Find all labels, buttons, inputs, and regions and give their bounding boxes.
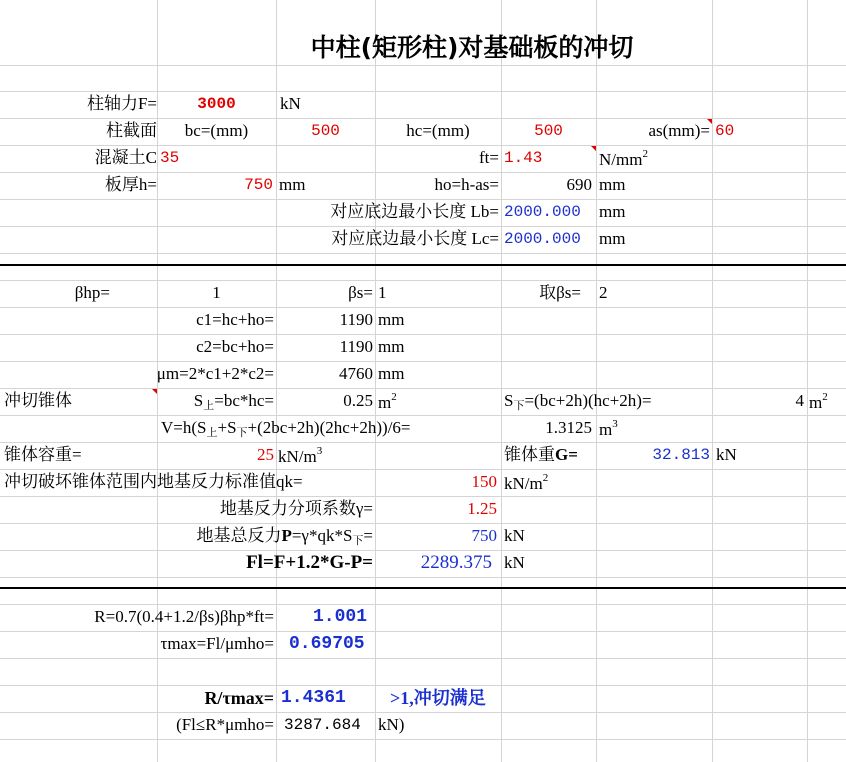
grid-row-line [0,496,846,497]
hc-input[interactable]: 500 [534,122,563,140]
ratio-value: 1.4361 [281,688,346,708]
volume-unit: $m^3$ [599,418,618,439]
grid-row-line [0,604,846,605]
concrete-grade-input[interactable]: 35 [160,149,180,167]
grid-row-line [0,685,846,686]
grid-column-line [501,0,502,762]
slab-thickness-input[interactable]: 750 [244,176,273,194]
grid-row-line [0,658,846,659]
axial-force-unit: kN [280,94,301,113]
column-section-label: 柱截面 [106,121,157,140]
s-bottom-unit: $m^2$ [809,391,828,412]
slab-thickness-label: 板厚h= [104,175,157,194]
grid-row-line [0,199,846,200]
axial-force-input[interactable]: 3000 [197,95,236,113]
fl-label: Fl=F+1.2*G-P= [246,552,373,573]
as-label: as(mm)= [648,121,710,140]
grid-row-line [0,388,846,389]
lc-unit: mm [599,229,626,248]
check-label: (Fl≤R*μmho= [176,715,274,734]
fl-value: 2289.375 [420,552,492,573]
total-reaction-unit: kN [504,526,525,545]
grid-row-line [0,226,846,227]
grid-row-line [0,361,846,362]
bhp-label: βhp= [74,283,110,302]
concrete-label: 混凝土C [94,148,157,167]
grid-row-line [0,523,846,524]
grid-column-line [596,0,597,762]
r-value: 1.001 [313,607,368,627]
c2-value: 1190 [339,337,373,356]
lb-label: 对应底边最小长度 Lb= [330,202,499,221]
grid-row-line [0,577,846,578]
ho-label: ho=h-as= [434,175,499,194]
density-label: 锥体容重= [4,445,82,464]
ft-value[interactable]: 1.43 [504,149,543,167]
r-label: R=0.7(0.4+1.2/βs)βhp*ft= [94,607,274,626]
lc-label: 对应底边最小长度 Lc= [331,229,499,248]
volume-label: V=h(S上+S下+(2bc+2h)(2hc+2h))/6= [161,418,411,439]
grid-row-line [0,550,846,551]
um-value: 4760 [339,364,373,383]
cone-label: 冲切锥体 [4,391,72,410]
cone-weight-label: 锥体重G= [504,445,578,464]
qk-label: 冲切破坏锥体范围内地基反力标准值qk= [4,472,303,491]
grid-column-line [712,0,713,762]
cone-weight-unit: kN [716,445,737,464]
um-unit: mm [378,364,405,383]
axial-force-label: 柱轴力F= [86,94,157,113]
tau-label: τmax=Fl/μmho= [160,634,274,653]
fl-unit: kN [504,553,525,572]
c2-unit: mm [378,337,405,356]
c1-label: c1=hc+ho= [196,310,274,329]
um-label: μm=2*c1+2*c2= [156,364,274,383]
grid-row-line [0,631,846,632]
check-unit: kN) [378,715,405,734]
grid-row-line [0,712,846,713]
tau-value: 0.69705 [289,634,365,654]
s-top-unit: $m^2$ [378,391,397,412]
density-unit: $kN/m^3$ [278,445,323,466]
s-bottom-value: 4 [795,391,804,410]
comment-marker-icon [591,146,596,151]
grid-row-line [0,307,846,308]
bs-label: βs= [348,283,373,302]
grid-row-line [0,91,846,92]
ft-label: ft= [479,148,499,167]
s-top-value: 0.25 [343,391,373,410]
grid-row-line [0,469,846,470]
hc-label: hc=(mm) [406,121,470,140]
grid-row-line [0,334,846,335]
ratio-label: R/τmax= [204,688,274,708]
qk-unit: $kN/m^2$ [504,472,549,493]
grid-column-line [807,0,808,762]
ratio-conclusion: >1,冲切满足 [390,688,486,708]
check-value: 3287.684 [284,716,361,734]
gamma-label: 地基反力分项系数γ= [219,499,373,518]
take-bs-value: 2 [599,283,608,302]
lb-unit: mm [599,202,626,221]
bc-label: bc=(mm) [184,121,249,140]
lc-value: 2000.000 [504,230,581,248]
bhp-value: 1 [212,283,221,302]
page-title: 中柱(矩形柱)对基础板的冲切 [310,33,634,62]
s-top-label: S上=bc*hc= [193,391,274,412]
bs-value: 1 [378,283,387,302]
gamma-input[interactable]: 1.25 [467,499,497,518]
qk-input[interactable]: 150 [471,472,497,491]
ho-unit: mm [599,175,626,194]
grid-row-line [0,253,846,254]
total-reaction-label: 地基总反力P=γ*qk*S下= [196,526,373,547]
density-input[interactable]: 25 [257,445,274,464]
s-bottom-label: S下=(bc+2h)(hc+2h)= [504,391,652,412]
volume-value: 1.3125 [545,418,592,437]
c1-value: 1190 [339,310,373,329]
section-divider [0,587,846,589]
lb-value: 2000.000 [504,203,581,221]
grid-column-line [375,0,376,762]
cone-weight-value: 32.813 [652,446,710,464]
section-divider [0,264,846,266]
c1-unit: mm [378,310,405,329]
as-input[interactable]: 60 [715,122,735,140]
ho-value: 690 [566,175,592,194]
comment-marker-icon [707,119,712,124]
grid-row-line [0,172,846,173]
bc-input[interactable]: 500 [311,122,340,140]
grid-row-line [0,739,846,740]
grid-row-line [0,442,846,443]
grid-row-line [0,280,846,281]
grid-row-line [0,118,846,119]
total-reaction-value: 750 [471,526,497,545]
grid-row-line [0,65,846,66]
slab-thickness-unit: mm [279,175,306,194]
grid-row-line [0,415,846,416]
c2-label: c2=bc+ho= [196,337,274,356]
ft-unit: $N/mm^2$ [599,148,648,169]
take-bs-label: 取βs= [539,283,581,302]
grid-row-line [0,145,846,146]
